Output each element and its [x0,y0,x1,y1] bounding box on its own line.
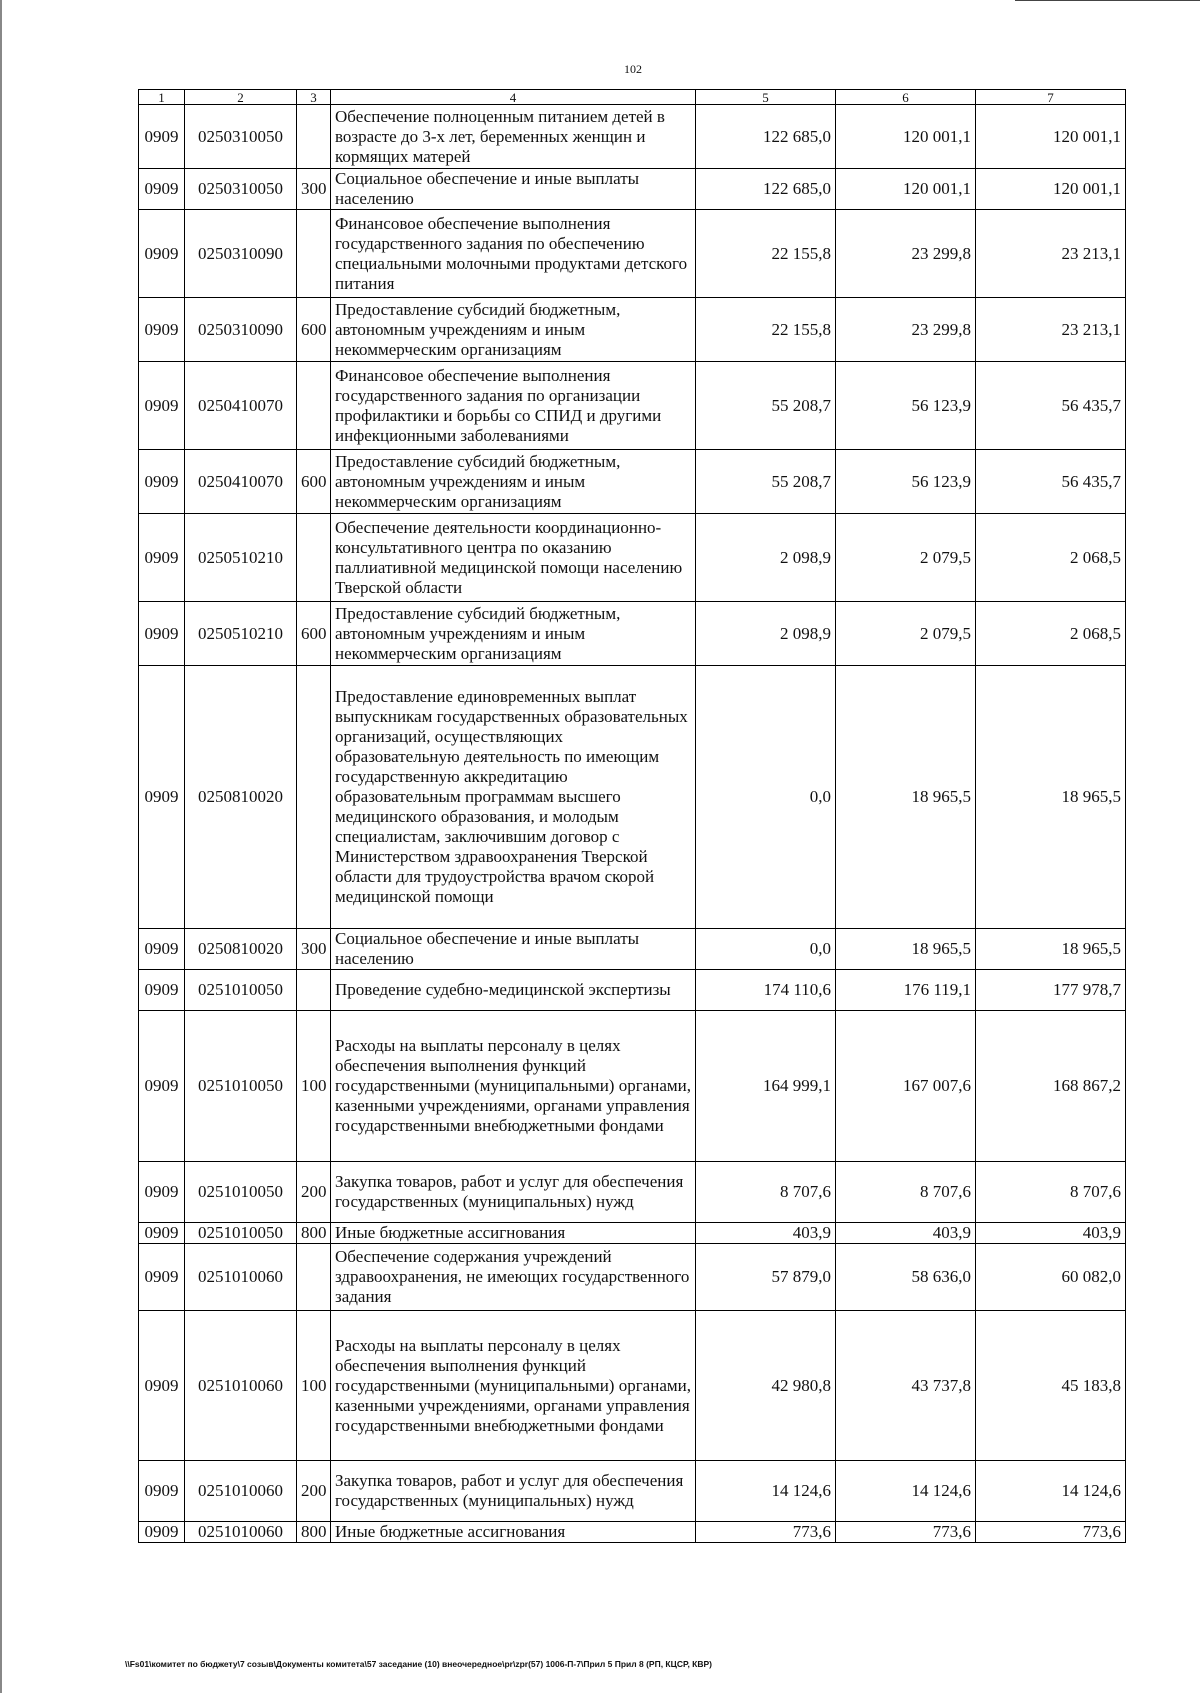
expense-type-cell: 200 [297,1461,331,1522]
expense-type-cell: 300 [297,169,331,210]
target-code-cell: 0250810020 [185,666,297,929]
table-row [139,362,1126,450]
amount-col7-cell: 2 068,5 [976,514,1126,602]
description-cell: Предоставление субсидий бюджетным, автономным учреждениям и иным некоммерческим организациям [331,602,696,666]
target-code-cell: 0250410070 [185,362,297,450]
target-code-cell: 0251010050 [185,1223,297,1244]
description-cell: Иные бюджетные ассигнования [331,1223,696,1244]
description-cell: Социальное обеспечение и иные выплаты населению [331,169,696,210]
expense-type-cell: 300 [297,929,331,970]
target-code-cell: 0250410070 [185,450,297,514]
expense-type-cell: 100 [297,1311,331,1461]
column-number: 5 [696,90,836,105]
expense-type-cell [297,514,331,602]
target-code-cell: 0250310090 [185,298,297,362]
table-row [139,1311,1126,1461]
amount-col5-cell: 0,0 [696,666,836,929]
amount-col7-cell: 120 001,1 [976,105,1126,169]
target-code-cell: 0251010050 [185,1011,297,1162]
amount-col6-cell: 58 636,0 [836,1244,976,1311]
expense-type-cell [297,1244,331,1311]
table-row [139,929,1126,970]
target-code-cell: 0251010060 [185,1461,297,1522]
description-cell: Финансовое обеспечение выполнения государственного задания по обеспечению специальными молочными продуктами детского питания [331,210,696,298]
amount-col6-cell: 120 001,1 [836,169,976,210]
target-code-cell: 0250810020 [185,929,297,970]
amount-col7-cell: 23 213,1 [976,210,1126,298]
section-cell: 0909 [139,1522,185,1543]
expense-type-cell [297,970,331,1011]
target-code-cell: 0251010060 [185,1522,297,1543]
table-row [139,970,1126,1011]
table-row [139,666,1126,929]
expense-type-cell [297,666,331,929]
description-cell: Иные бюджетные ассигнования [331,1522,696,1543]
target-code-cell: 0250510210 [185,602,297,666]
expense-type-cell [297,105,331,169]
file-path-footer: \\Fs01\комитет по бюджету\7 созыв\Документы комитета\57 заседание (10) внеочередное\pr\zpr(57) 1006-П-7\Прил 5 Прил 8 (РП, КЦСР, КВР) [125,1659,712,1669]
expense-type-cell: 600 [297,602,331,666]
amount-col7-cell: 120 001,1 [976,169,1126,210]
table-row [139,1223,1126,1244]
amount-col7-cell: 2 068,5 [976,602,1126,666]
amount-col5-cell: 22 155,8 [696,298,836,362]
amount-col7-cell: 56 435,7 [976,362,1126,450]
description-cell: Предоставление субсидий бюджетным, автономным учреждениям и иным некоммерческим организациям [331,298,696,362]
amount-col5-cell: 174 110,6 [696,970,836,1011]
section-cell: 0909 [139,450,185,514]
amount-col7-cell: 60 082,0 [976,1244,1126,1311]
section-cell: 0909 [139,514,185,602]
table-row [139,169,1126,210]
scan-edge-left [0,0,2,1693]
table-row [139,1011,1126,1162]
amount-col5-cell: 8 707,6 [696,1162,836,1223]
amount-col5-cell: 122 685,0 [696,169,836,210]
expense-type-cell [297,362,331,450]
description-cell: Расходы на выплаты персоналу в целях обеспечения выполнения функций государственными (муниципальными) органами, казенными учреждениями, органами управления государственными внебюджетными фондами [331,1311,696,1461]
amount-col6-cell: 403,9 [836,1223,976,1244]
amount-col7-cell: 773,6 [976,1522,1126,1543]
amount-col5-cell: 22 155,8 [696,210,836,298]
amount-col7-cell: 8 707,6 [976,1162,1126,1223]
amount-col5-cell: 55 208,7 [696,450,836,514]
column-number: 4 [331,90,696,105]
description-cell: Обеспечение содержания учреждений здравоохранения, не имеющих государственного задания [331,1244,696,1311]
expense-type-cell: 800 [297,1223,331,1244]
table-row [139,1461,1126,1522]
column-number: 3 [297,90,331,105]
expense-type-cell: 800 [297,1522,331,1543]
description-cell: Предоставление единовременных выплат выпускникам государственных образовательных организаций, осуществляющих образовательную деятельность по имеющим государственную аккредитацию образовательным программам высшего медицинского образования, и молодым специалистам, заключившим договор с Министерством здравоохранения Тверской области для трудоустройства врачом скорой медицинской помощи [331,666,696,929]
section-cell: 0909 [139,602,185,666]
target-code-cell: 0250310090 [185,210,297,298]
target-code-cell: 0250310050 [185,105,297,169]
expense-type-cell: 200 [297,1162,331,1223]
table-row [139,450,1126,514]
section-cell: 0909 [139,210,185,298]
amount-col7-cell: 56 435,7 [976,450,1126,514]
amount-col6-cell: 167 007,6 [836,1011,976,1162]
amount-col6-cell: 23 299,8 [836,298,976,362]
section-cell: 0909 [139,1162,185,1223]
amount-col6-cell: 176 119,1 [836,970,976,1011]
table-row [139,1244,1126,1311]
scan-edge-top [1015,0,1200,1]
description-cell: Финансовое обеспечение выполнения государственного задания по организации профилактики и борьбы со СПИД и другими инфекционными заболеваниями [331,362,696,450]
amount-col7-cell: 18 965,5 [976,929,1126,970]
amount-col6-cell: 2 079,5 [836,602,976,666]
table-row [139,210,1126,298]
amount-col5-cell: 122 685,0 [696,105,836,169]
amount-col5-cell: 55 208,7 [696,362,836,450]
expense-type-cell: 100 [297,1011,331,1162]
section-cell: 0909 [139,169,185,210]
amount-col6-cell: 8 707,6 [836,1162,976,1223]
target-code-cell: 0251010050 [185,1162,297,1223]
budget-table [138,89,1126,1543]
target-code-cell: 0251010050 [185,970,297,1011]
amount-col7-cell: 14 124,6 [976,1461,1126,1522]
section-cell: 0909 [139,666,185,929]
table-row [139,602,1126,666]
amount-col5-cell: 14 124,6 [696,1461,836,1522]
target-code-cell: 0251010060 [185,1311,297,1461]
amount-col7-cell: 23 213,1 [976,298,1126,362]
expense-type-cell: 600 [297,450,331,514]
section-cell: 0909 [139,1461,185,1522]
column-number: 2 [185,90,297,105]
section-cell: 0909 [139,362,185,450]
amount-col5-cell: 773,6 [696,1522,836,1543]
description-cell: Обеспечение деятельности координационно-консультативного центра по оказанию паллиативной медицинской помощи населению Тверской области [331,514,696,602]
section-cell: 0909 [139,1011,185,1162]
amount-col6-cell: 56 123,9 [836,362,976,450]
section-cell: 0909 [139,929,185,970]
amount-col6-cell: 23 299,8 [836,210,976,298]
amount-col6-cell: 14 124,6 [836,1461,976,1522]
amount-col6-cell: 18 965,5 [836,929,976,970]
target-code-cell: 0251010060 [185,1244,297,1311]
table-body [139,105,1126,1543]
amount-col5-cell: 403,9 [696,1223,836,1244]
section-cell: 0909 [139,1244,185,1311]
amount-col6-cell: 120 001,1 [836,105,976,169]
column-number-row [139,90,1126,105]
table-row [139,1522,1126,1543]
amount-col6-cell: 773,6 [836,1522,976,1543]
section-cell: 0909 [139,1223,185,1244]
section-cell: 0909 [139,1311,185,1461]
amount-col7-cell: 168 867,2 [976,1011,1126,1162]
amount-col7-cell: 403,9 [976,1223,1126,1244]
column-number: 6 [836,90,976,105]
table-row [139,105,1126,169]
section-cell: 0909 [139,970,185,1011]
description-cell: Расходы на выплаты персоналу в целях обеспечения выполнения функций государственными (муниципальными) органами, казенными учреждениями, органами управления государственными внебюджетными фондами [331,1011,696,1162]
page-number: 102 [624,62,642,76]
amount-col5-cell: 164 999,1 [696,1011,836,1162]
description-cell: Обеспечение полноценным питанием детей в возрасте до 3-х лет, беременных женщин и кормящих матерей [331,105,696,169]
amount-col6-cell: 18 965,5 [836,666,976,929]
section-cell: 0909 [139,298,185,362]
amount-col6-cell: 2 079,5 [836,514,976,602]
amount-col7-cell: 45 183,8 [976,1311,1126,1461]
expense-type-cell: 600 [297,298,331,362]
description-cell: Закупка товаров, работ и услуг для обеспечения государственных (муниципальных) нужд [331,1461,696,1522]
amount-col6-cell: 43 737,8 [836,1311,976,1461]
target-code-cell: 0250510210 [185,514,297,602]
amount-col5-cell: 0,0 [696,929,836,970]
column-number: 1 [139,90,185,105]
description-cell: Предоставление субсидий бюджетным, автономным учреждениям и иным некоммерческим организациям [331,450,696,514]
amount-col5-cell: 2 098,9 [696,602,836,666]
amount-col5-cell: 2 098,9 [696,514,836,602]
amount-col6-cell: 56 123,9 [836,450,976,514]
amount-col5-cell: 42 980,8 [696,1311,836,1461]
table-row [139,1162,1126,1223]
description-cell: Социальное обеспечение и иные выплаты населению [331,929,696,970]
section-cell: 0909 [139,105,185,169]
amount-col7-cell: 177 978,7 [976,970,1126,1011]
description-cell: Закупка товаров, работ и услуг для обеспечения государственных (муниципальных) нужд [331,1162,696,1223]
target-code-cell: 0250310050 [185,169,297,210]
amount-col5-cell: 57 879,0 [696,1244,836,1311]
table-row [139,514,1126,602]
column-number: 7 [976,90,1126,105]
expense-type-cell [297,210,331,298]
table-row [139,298,1126,362]
amount-col7-cell: 18 965,5 [976,666,1126,929]
description-cell: Проведение судебно-медицинской экспертизы [331,970,696,1011]
